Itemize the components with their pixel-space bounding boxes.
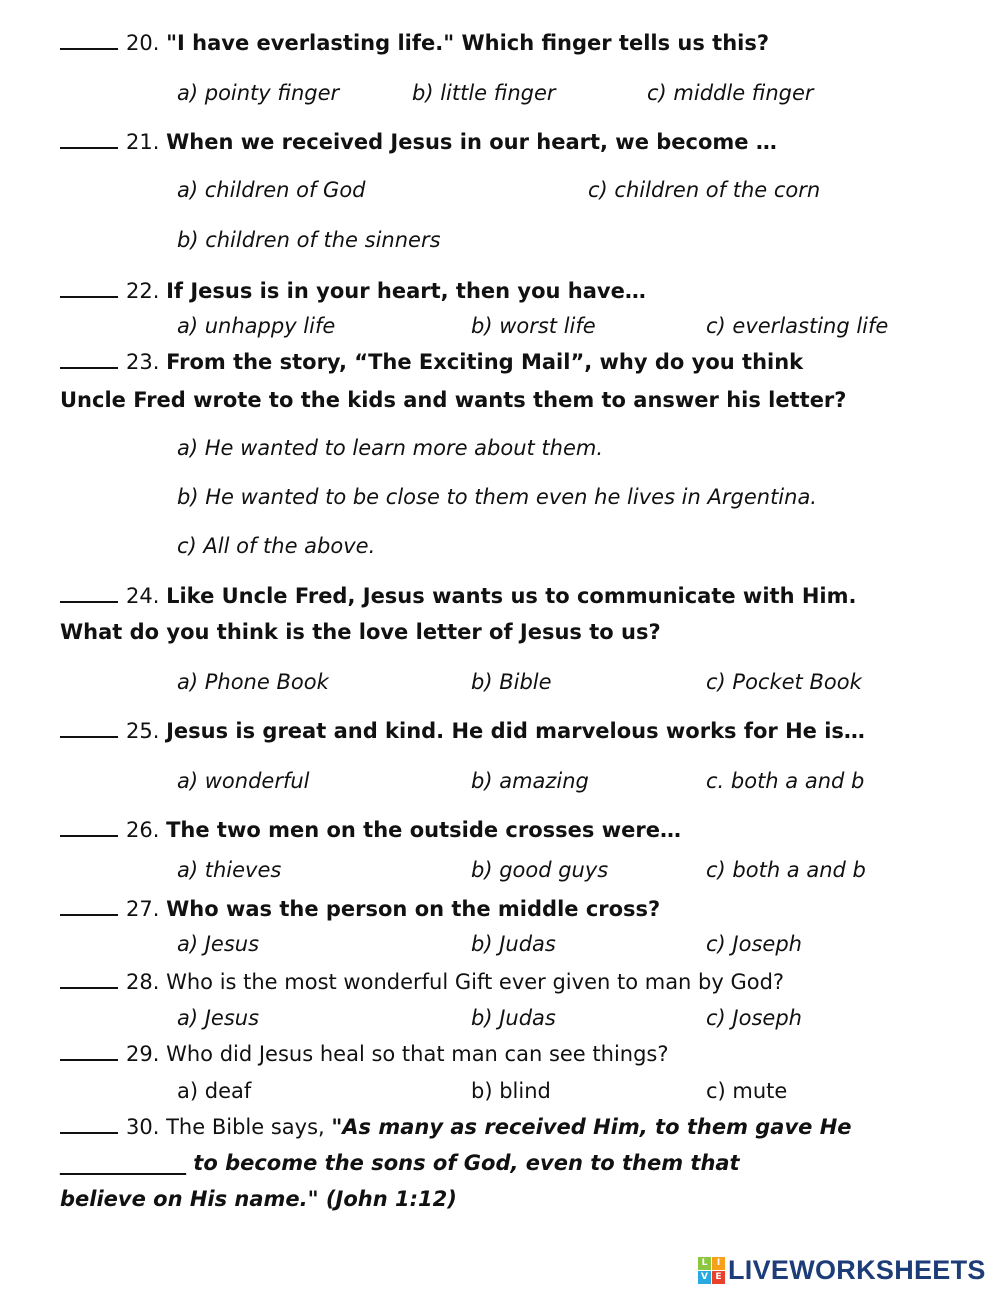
option: c) everlasting life: [706, 314, 889, 338]
option: a) pointy finger: [177, 81, 340, 105]
question-29: [60, 1039, 669, 1069]
answer-blank[interactable]: [60, 28, 118, 50]
option: b) He wanted to be close to them even he lives in Argentina.: [177, 485, 817, 509]
question-22: [60, 276, 646, 306]
question-30: [60, 1112, 852, 1142]
brand-name: LIVEWORKSHEETS: [728, 1254, 986, 1285]
question-text: If Jesus is in your heart, then you have…: [166, 279, 646, 303]
option: b) Judas: [471, 932, 556, 956]
question-number: 24.: [126, 584, 160, 608]
question-28: [60, 967, 784, 997]
question-number: 28.: [126, 970, 160, 994]
answer-blank[interactable]: [60, 1112, 118, 1134]
question-text: When we received Jesus in our heart, we become …: [166, 130, 777, 154]
option: b) blind: [471, 1079, 551, 1103]
option: c. both a and b: [706, 769, 865, 793]
question-20: [60, 28, 769, 58]
bible-quote-end: believe on His name." (John 1:12): [60, 1187, 457, 1211]
option: a) children of God: [177, 178, 366, 202]
question-text: Who is the most wonderful Gift ever given to man by God?: [166, 970, 785, 994]
option: a) He wanted to learn more about them.: [177, 436, 604, 460]
question-text: "I have everlasting life." Which finger tells us this?: [166, 31, 770, 55]
answer-blank[interactable]: [60, 127, 118, 149]
question-text: From the story, “The Exciting Mail”, why do you think: [166, 350, 804, 374]
question-number: 27.: [126, 897, 160, 921]
answer-blank[interactable]: [60, 276, 118, 298]
question-number: 22.: [126, 279, 160, 303]
question-number: 20.: [126, 31, 160, 55]
option: c) Joseph: [706, 932, 802, 956]
option: a) Jesus: [177, 1006, 260, 1030]
question-number: 30.: [126, 1115, 160, 1139]
question-number: 23.: [126, 350, 160, 374]
question-text-continued: What do you think is the love letter of Jesus to us?: [60, 620, 661, 644]
question-number: 21.: [126, 130, 160, 154]
option: a) unhappy life: [177, 314, 336, 338]
bible-quote-text: to become the sons of God, even to them that: [186, 1151, 740, 1175]
option: c) mute: [706, 1079, 788, 1103]
live-cube-icon: L I V E: [698, 1257, 725, 1284]
bible-quote-continued: [60, 1148, 740, 1178]
option: c) children of the corn: [588, 178, 821, 202]
question-26: [60, 815, 681, 845]
option: b) little finger: [412, 81, 556, 105]
option: b) good guys: [471, 858, 609, 882]
answer-blank[interactable]: [60, 347, 118, 369]
question-25: [60, 716, 865, 746]
option: a) deaf: [177, 1079, 252, 1103]
question-text: Who was the person on the middle cross?: [166, 897, 661, 921]
answer-blank[interactable]: [60, 1039, 118, 1061]
answer-blank[interactable]: [60, 581, 118, 603]
option: c) Pocket Book: [706, 670, 862, 694]
question-23: [60, 347, 803, 377]
answer-blank[interactable]: [60, 716, 118, 738]
question-number: 26.: [126, 818, 160, 842]
question-24: [60, 581, 856, 611]
option: a) Phone Book: [177, 670, 329, 694]
answer-blank[interactable]: [60, 967, 118, 989]
question-text: The Bible says,: [166, 1115, 332, 1139]
option: b) children of the sinners: [177, 228, 441, 252]
question-number: 25.: [126, 719, 160, 743]
option: b) amazing: [471, 769, 589, 793]
option: b) Judas: [471, 1006, 556, 1030]
question-21: [60, 127, 777, 157]
question-text-continued: Uncle Fred wrote to the kids and wants them to answer his letter?: [60, 388, 847, 412]
question-text: Like Uncle Fred, Jesus wants us to communicate with Him.: [166, 584, 857, 608]
question-text: Who did Jesus heal so that man can see things?: [166, 1042, 669, 1066]
option: c) All of the above.: [177, 534, 376, 558]
question-27: [60, 894, 660, 924]
option: b) worst life: [471, 314, 596, 338]
question-text: The two men on the outside crosses were…: [166, 818, 681, 842]
option: a) wonderful: [177, 769, 310, 793]
fill-in-blank[interactable]: ____________: [60, 1151, 186, 1175]
option: a) thieves: [177, 858, 282, 882]
liveworksheets-logo: [698, 1255, 986, 1285]
option: c) middle finger: [647, 81, 814, 105]
option: c) both a and b: [706, 858, 866, 882]
question-number: 29.: [126, 1042, 160, 1066]
bible-quote: "As many as received Him, to them gave He: [331, 1115, 852, 1139]
question-text: Jesus is great and kind. He did marvelous works for He is…: [166, 719, 865, 743]
answer-blank[interactable]: [60, 815, 118, 837]
answer-blank[interactable]: [60, 894, 118, 916]
option: b) Bible: [471, 670, 552, 694]
option: a) Jesus: [177, 932, 260, 956]
option: c) Joseph: [706, 1006, 802, 1030]
